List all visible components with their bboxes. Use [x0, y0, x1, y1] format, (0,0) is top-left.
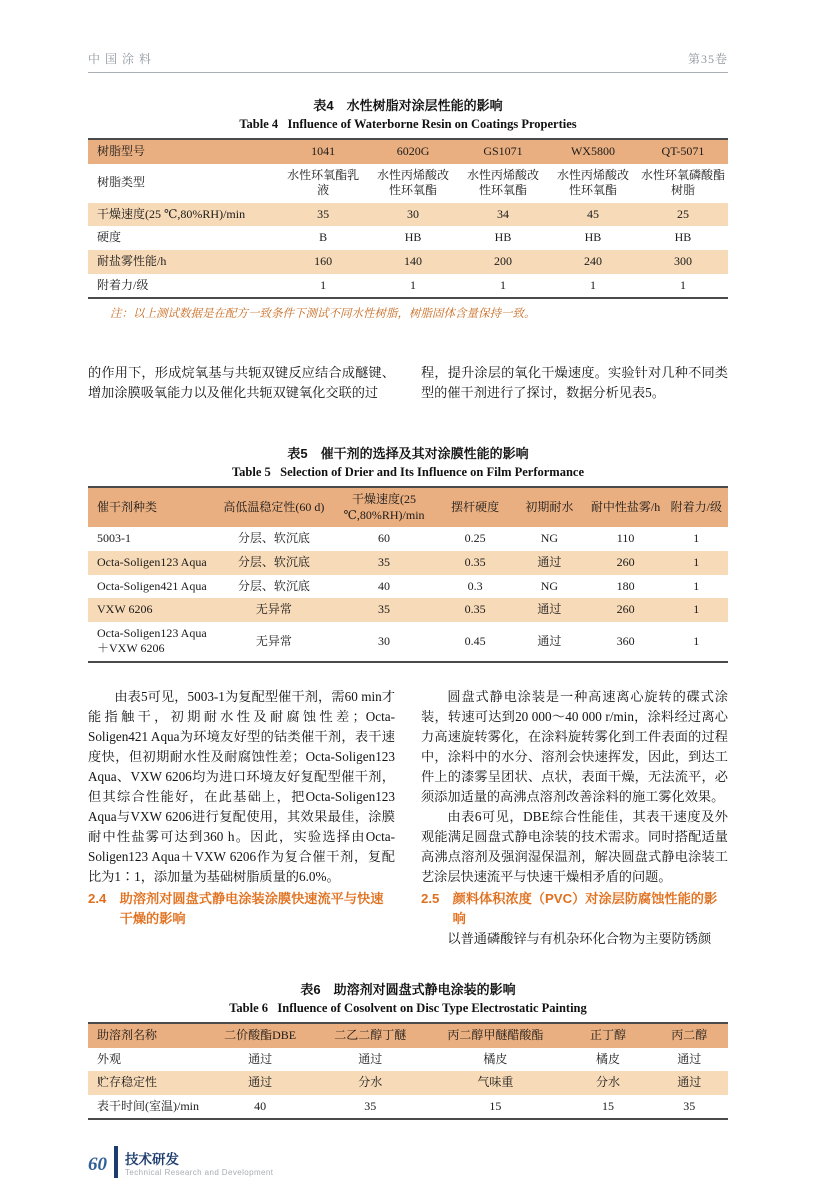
table-header-row	[88, 1023, 728, 1048]
table-cell: 1	[589, 277, 596, 292]
page-footer	[88, 1146, 728, 1178]
table-header-cell: 二乙二醇丁醚	[315, 1023, 425, 1048]
table-cell: 水性环氧酯乳液	[287, 167, 360, 198]
table-cell: NG	[540, 578, 559, 593]
table-row	[88, 622, 728, 662]
table-cell: 0.3	[467, 578, 483, 593]
table-header-cell: 丙二醇	[651, 1023, 728, 1048]
table-row	[88, 575, 728, 599]
table5-caption-en: Table 5 Selection of Drier and Its Influence on Film Performance	[231, 465, 585, 480]
table-cell: 300	[638, 250, 728, 274]
table-cell: 1	[665, 598, 728, 622]
table-cell: 30	[377, 633, 390, 648]
table-cell: 通过	[651, 1071, 728, 1095]
paragraph: 由表6可见，DBE综合性能佳，其表干速度及外观能满足圆盘式静电涂装的技术需求。同时搭配适量高沸点溶剂及强润湿保温剂，解决圆盘式静电涂装工艺涂层快速流平与快速干燥相矛盾的问题。	[421, 808, 728, 884]
table-header-cell: 高低温稳定性(60 d)	[218, 487, 330, 527]
table-header-cell: QT-5071	[638, 139, 728, 164]
table-cell: 分层、软沉底	[237, 531, 310, 546]
table-cell: 34	[458, 203, 548, 227]
table4-caption-en: Table 4 Influence of Waterborne Resin on Coatings Properties	[239, 117, 577, 131]
section-heading-2-5	[421, 889, 728, 929]
section-number: 2.5	[421, 890, 440, 906]
table-cell: HB	[674, 230, 692, 245]
right-column	[421, 687, 728, 949]
table-cell: 0.45	[464, 633, 486, 648]
table-row	[88, 527, 728, 551]
paragraph: 由表5可见，5003-1为复配型催干剂，需60 min才能指触干，初期耐水性及耐腐蚀性差；Octa-Soligen421 Aqua为环境友好型的钴类催干剂，表干速度快，但初期耐水性及耐腐蚀性差；Octa-Soligen123 Aqua、VXW 6206均为进口环境友好复配型催干剂，但其综合性能好，在此基础上，把Octa-Soligen123 Aqua与VXW 6206进行复配使用，其效果最佳，涂膜耐中性盐雾可达到360 h。因此，实验选择由Octa-Soligen123 Aqua＋VXW 6206作为复合催干剂，复配比为1∶1，添加量为基础树脂质量的6.0%。	[88, 688, 395, 884]
table-cell: HB	[584, 230, 602, 245]
left-column	[88, 687, 395, 949]
table-cell: 水性丙烯酸改性环氧酯	[467, 167, 540, 198]
table-row	[88, 1071, 728, 1095]
table-cell: 表干时间(室温)/min	[97, 1098, 199, 1113]
running-head-rule	[88, 72, 728, 73]
section-title: 助溶剂对圆盘式静电涂装涂膜快速流平与快速干燥的影响	[119, 890, 384, 926]
table-cell: 15	[489, 1098, 502, 1113]
table4-section	[88, 95, 728, 321]
paragraph: 圆盘式静电涂装是一种高速离心旋转的碟式涂装，转速可达到20 000～40 000 r/min，涂料经过离心力高速旋转雾化，在涂料旋转雾化到工件表面的过程中，涂料中的水分、溶剂会快速挥发，因此，到达工件上的漆雾呈团状、点状，表面干燥，无法流平，必须添加适量的高沸点溶剂改善涂料的施工雾化效果。	[421, 688, 728, 804]
table4-caption-cn: 表4 水性树脂对涂层性能的影响	[313, 98, 503, 113]
table-cell: 气味重	[425, 1071, 565, 1095]
volume-label: 第35卷	[687, 52, 728, 66]
table-cell: 无异常	[255, 633, 292, 648]
footer-divider-bar	[114, 1146, 118, 1178]
table-header-cell: 6020G	[368, 139, 458, 164]
paragraph: 以普通磷酸锌与有机杂环化合物为主要防锈颜	[447, 930, 712, 946]
table-header-cell: 树脂型号	[88, 139, 278, 164]
footer-section-en: Technical Research and Development	[125, 1168, 274, 1178]
table-header-cell: 二价酸酯DBE	[205, 1023, 315, 1048]
table4	[88, 138, 728, 299]
table-cell: 通过	[537, 633, 562, 648]
page-number: 60	[88, 1154, 107, 1176]
table-cell: 耐盐雾性能/h	[88, 250, 278, 274]
table-cell: 260	[587, 551, 665, 575]
table-cell: 无异常	[218, 598, 330, 622]
table-cell: 通过	[205, 1071, 315, 1095]
table-header-cell: 干燥速度(25 ℃,80%RH)/min	[330, 487, 438, 527]
table-header-row	[88, 487, 728, 527]
table-header-cell: 丙二醇甲醚醋酸酯	[425, 1023, 565, 1048]
table-cell: 0.35	[438, 551, 512, 575]
footer-section-cn: 技术研发	[125, 1152, 179, 1168]
table-cell: 160	[278, 250, 368, 274]
section-title: 颜料体积浓度（PVC）对涂层防腐蚀性能的影响	[452, 890, 718, 926]
table-header-cell: 附着力/级	[665, 487, 728, 527]
table-cell: HB	[404, 230, 422, 245]
table-cell: B	[319, 230, 328, 245]
table-cell: 180	[616, 578, 635, 593]
table-row	[88, 164, 728, 203]
table-cell: 外观	[97, 1051, 122, 1066]
table-cell: 25	[638, 203, 728, 227]
table-row	[88, 226, 728, 250]
table-cell: 树脂类型	[97, 175, 146, 190]
table-cell: 通过	[677, 1051, 702, 1066]
left-column	[88, 363, 395, 403]
table-header-row	[88, 139, 728, 164]
table-row	[88, 1048, 728, 1072]
table-header-cell: 摆杆硬度	[438, 487, 512, 527]
table5-caption-cn: 表5 催干剂的选择及其对涂膜性能的影响	[287, 446, 529, 462]
table-row	[88, 1095, 728, 1120]
table-cell: 1	[693, 578, 700, 593]
table-cell: 水性丙烯酸改性环氧酯	[377, 167, 450, 198]
table-cell: 360	[616, 633, 635, 648]
table-cell: 橘皮	[595, 1051, 620, 1066]
table-row	[88, 598, 728, 622]
table-cell: 通过	[248, 1051, 273, 1066]
table-cell: 附着力/级	[97, 277, 149, 292]
table-cell: 240	[548, 250, 638, 274]
table-cell: 110	[616, 531, 635, 546]
table-cell: HB	[494, 230, 512, 245]
table-cell: 1	[693, 531, 700, 546]
table-cell: Octa-Soligen123 Aqua	[88, 551, 218, 575]
table5-section	[88, 443, 728, 663]
table-cell: 1	[665, 551, 728, 575]
table-cell: 30	[368, 203, 458, 227]
paragraph: 的作用下，形成烷氧基与共轭双键反应结合成醚键、增加涂膜吸氧能力以及催化共轭双键氧化交联的过	[88, 365, 395, 401]
body-block-1	[88, 363, 728, 403]
table-cell: 35	[330, 551, 438, 575]
table-cell: 5003-1	[97, 531, 131, 546]
table-cell: 通过	[512, 598, 586, 622]
table6-section	[88, 979, 728, 1120]
table-cell: 1	[679, 277, 686, 292]
table-cell: 35	[364, 1098, 377, 1113]
table-header-cell: GS1071	[458, 139, 548, 164]
table-header-cell: 正丁醇	[565, 1023, 650, 1048]
table-header-cell: 初期耐水	[512, 487, 586, 527]
table-header-cell: 催干剂种类	[88, 487, 218, 527]
table-cell: 分层、软沉底	[218, 551, 330, 575]
table-row	[88, 551, 728, 575]
table-cell: 1	[693, 633, 700, 648]
table-cell: 140	[368, 250, 458, 274]
table-cell: 通过	[358, 1051, 383, 1066]
table5	[88, 486, 728, 663]
table-cell: 水性丙烯酸改性环氧酯	[556, 167, 629, 198]
table-cell: 40	[377, 578, 390, 593]
table-cell: 分水	[565, 1071, 650, 1095]
table-cell: 橘皮	[483, 1051, 508, 1066]
table-cell: 45	[548, 203, 638, 227]
table-cell: 干燥速度(25 ℃,80%RH)/min	[88, 203, 278, 227]
table6-caption-cn: 表6 助溶剂对圆盘式静电涂装的影响	[300, 981, 516, 997]
table6-caption-en: Table 6 Influence of Cosolvent on Disc Type Electrostatic Painting	[229, 1000, 587, 1015]
section-number: 2.4	[88, 890, 107, 906]
table-cell: 贮存稳定性	[88, 1071, 205, 1095]
table-row	[88, 250, 728, 274]
table4-note: 注：以上测试数据是在配方一致条件下测试不同水性树脂，树脂固体含量保持一致。	[110, 308, 536, 321]
table-cell: Octa-Soligen421 Aqua	[97, 578, 207, 593]
table-cell: 通过	[512, 551, 586, 575]
table-header-cell: 助溶剂名称	[88, 1023, 205, 1048]
right-column	[421, 363, 728, 403]
table-cell: NG	[540, 531, 559, 546]
paragraph: 程，提升涂层的氧化干燥速度。实验针对几种不同类型的催干剂进行了探讨，数据分析见表5。	[421, 365, 728, 401]
table-cell: 200	[458, 250, 548, 274]
body-block-2	[88, 687, 728, 949]
table-cell: 60	[377, 531, 390, 546]
table-cell: 260	[587, 598, 665, 622]
table-cell: 35	[278, 203, 368, 227]
table-cell: 40	[254, 1098, 267, 1113]
table-cell: 分层、软沉底	[237, 578, 310, 593]
table-header-cell: WX5800	[548, 139, 638, 164]
table-header-cell: 耐中性盐雾/h	[587, 487, 665, 527]
table-cell: 1	[320, 277, 327, 292]
table-cell: VXW 6206	[88, 598, 218, 622]
journal-name: 中国涂料	[88, 52, 157, 66]
table-cell: 0.25	[464, 531, 486, 546]
table-cell: 15	[601, 1098, 614, 1113]
table-cell: 硬度	[97, 230, 122, 245]
table-cell: 分水	[315, 1071, 425, 1095]
section-heading-2-4	[88, 889, 395, 929]
table-row	[88, 203, 728, 227]
table-row	[88, 274, 728, 299]
table-cell: 水性环氧磷酸酯树脂	[640, 167, 725, 198]
table-cell: 1	[500, 277, 507, 292]
table-cell: 0.35	[438, 598, 512, 622]
table-header-cell: 1041	[278, 139, 368, 164]
table6	[88, 1022, 728, 1120]
table-cell: Octa-Soligen123 Aqua ＋VXW 6206	[97, 625, 207, 656]
table-cell: 35	[330, 598, 438, 622]
running-head	[88, 0, 728, 67]
table-cell: 35	[683, 1098, 696, 1113]
table-cell: 1	[410, 277, 417, 292]
footer-section	[125, 1146, 273, 1178]
